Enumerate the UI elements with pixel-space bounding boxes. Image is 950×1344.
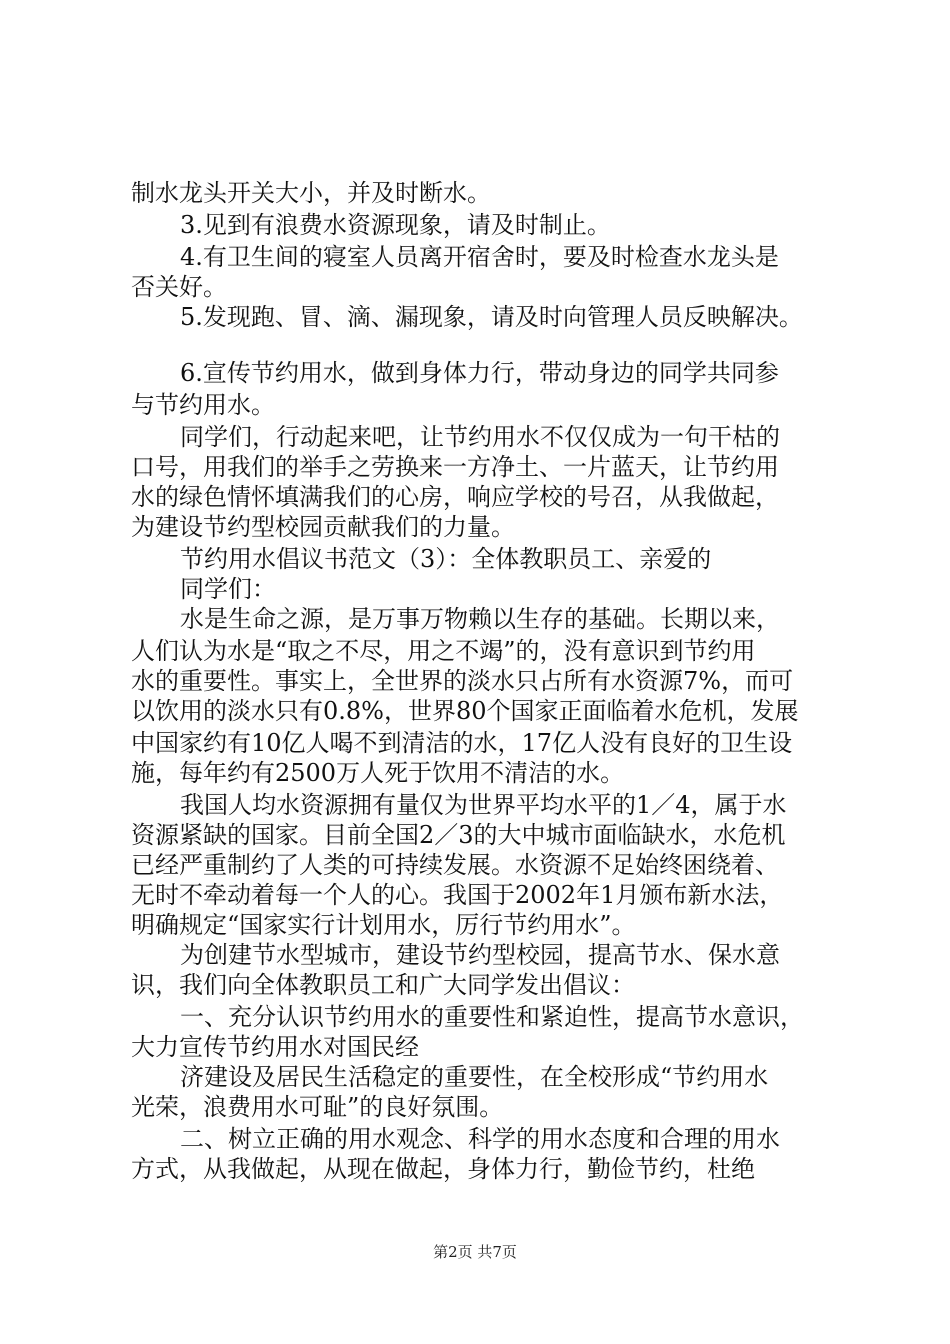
text-line: 节约用水倡议书范文（3）：全体教职员工、亲爱的 xyxy=(180,545,712,573)
text-line: 方式，从我做起，从现在做起，身体力行，勤俭节约，杜绝 xyxy=(131,1155,755,1183)
text-line: 与节约用水。 xyxy=(131,391,275,419)
text-line: 水的绿色情怀填满我们的心房，响应学校的号召，从我做起， xyxy=(131,483,779,511)
text-line: 同学们，行动起来吧，让节约用水不仅仅成为一句干枯的 xyxy=(180,423,780,451)
text-line: 5.发现跑、冒、滴、漏现象，请及时向管理人员反映解决。 xyxy=(180,303,803,331)
text-line: 大力宣传节约用水对国民经 xyxy=(131,1033,419,1061)
text-line: 济建设及居民生活稳定的重要性，在全校形成“节约用水 xyxy=(180,1063,769,1091)
text-line: 人们认为水是“取之不尽，用之不竭”的，没有意识到节约用 xyxy=(131,637,756,665)
text-line: 无时不牵动着每一个人的心。我国于2002年1月颁布新水法， xyxy=(131,881,784,909)
text-line: 4.有卫生间的寝室人员离开宿舍时，要及时检查水龙头是 xyxy=(180,243,779,271)
text-line: 识，我们向全体教职员工和广大同学发出倡议： xyxy=(131,971,635,999)
text-line: 同学们： xyxy=(180,575,276,603)
text-line: 我国人均水资源拥有量仅为世界平均水平的1／4，属于水 xyxy=(180,791,787,819)
text-line: 为创建节水型城市，建设节约型校园，提高节水、保水意 xyxy=(180,941,780,969)
text-line: 明确规定“国家实行计划用水，厉行节约用水”。 xyxy=(131,911,636,939)
text-line: 已经严重制约了人类的可持续发展。水资源不足始终困绕着、 xyxy=(131,851,779,879)
text-line: 水的重要性。事实上，全世界的淡水只占所有水资源7%，而可 xyxy=(131,667,794,695)
text-line: 3.见到有浪费水资源现象，请及时制止。 xyxy=(180,211,611,239)
text-line: 光荣，浪费用水可耻”的良好氛围。 xyxy=(131,1093,504,1121)
text-line: 6.宣传节约用水，做到身体力行，带动身边的同学共同参 xyxy=(180,359,779,387)
text-line: 否关好。 xyxy=(131,273,227,301)
text-line: 水是生命之源，是万事万物赖以生存的基础。长期以来， xyxy=(180,605,780,633)
text-line: 制水龙头开关大小，并及时断水。 xyxy=(131,179,491,207)
text-line: 口号，用我们的举手之劳换来一方净土、一片蓝天，让节约用 xyxy=(131,453,779,481)
page-footer: 第2页 共7页 xyxy=(433,1243,517,1261)
text-line: 为建设节约型校园贡献我们的力量。 xyxy=(131,513,515,541)
text-line: 中国家约有10亿人喝不到清洁的水，17亿人没有良好的卫生设 xyxy=(131,729,793,757)
text-line: 一、充分认识节约用水的重要性和紧迫性，提高节水意识， xyxy=(180,1003,804,1031)
text-line: 施，每年约有2500万人死于饮用不清洁的水。 xyxy=(131,759,625,787)
text-line: 资源紧缺的国家。目前全国2／3的大中城市面临缺水，水危机 xyxy=(131,821,786,849)
text-line: 以饮用的淡水只有0.8%，世界80个国家正面临着水危机，发展 xyxy=(131,697,799,725)
text-line: 二、树立正确的用水观念、科学的用水态度和合理的用水 xyxy=(180,1125,780,1153)
